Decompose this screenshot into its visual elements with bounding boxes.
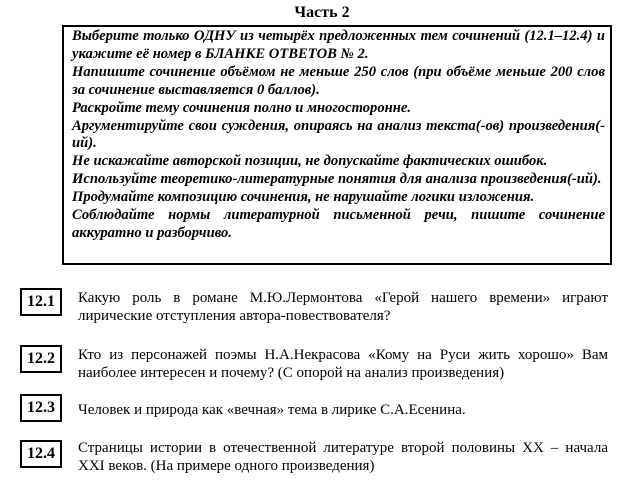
topic-number-badge: 12.2 bbox=[20, 345, 62, 373]
instruction-terms: Используйте теоретико-литературные понятия для анализа произведения(-ий). bbox=[72, 171, 602, 188]
topic-text: Человек и природа как «вечная» тема в лирике С.А.Есенина. bbox=[78, 402, 466, 418]
topic-text: Какую роль в романе М.Ю.Лермонтова «Герой нашего времени» играют лирические отступления автора-повествователя? bbox=[78, 290, 608, 324]
part-title: Часть 2 bbox=[294, 4, 350, 21]
topic-text: Страницы истории в отечественной литературе второй половины XX – начала XXI веков. (На примере одного произведения) bbox=[78, 440, 608, 474]
instruction-composition: Продумайте композицию сочинения, не нарушайте логики изложения. bbox=[72, 189, 535, 206]
instruction-choose-topic: Выберите только ОДНУ из четырёх предложенных тем сочинений (12.1–12.4) и укажите её номер в БЛАНКЕ ОТВЕТОВ № 2. bbox=[72, 28, 605, 62]
instructions-box bbox=[62, 25, 612, 265]
instruction-word-count: Напишите сочинение объёмом не меньше 250 слов (при объёме меньше 200 слов за сочинение выставляется 0 баллов). bbox=[72, 63, 605, 98]
instruction-speech-norms: Соблюдайте нормы литературной письменной речи, пишите сочинение аккуратно и разборчиво. bbox=[72, 207, 605, 241]
topic-number-badge: 12.3 bbox=[20, 394, 62, 422]
instruction-argue: Аргументируйте свои суждения, опираясь на анализ текста(-ов) произведения(-ий). bbox=[72, 117, 605, 152]
topic-number-badge: 12.4 bbox=[20, 440, 62, 468]
instruction-cover-topic: Раскройте тему сочинения полно и многосторонне. bbox=[72, 99, 411, 116]
topic-number-badge: 12.1 bbox=[20, 288, 62, 316]
instruction-no-distortion: Не искажайте авторской позиции, не допускайте фактических ошибок. bbox=[72, 153, 548, 170]
topic-text: Кто из персонажей поэмы Н.А.Некрасова «Кому на Руси жить хорошо» Вам наиболее интересен и почему? (С опорой на анализ произведения) bbox=[78, 347, 608, 381]
